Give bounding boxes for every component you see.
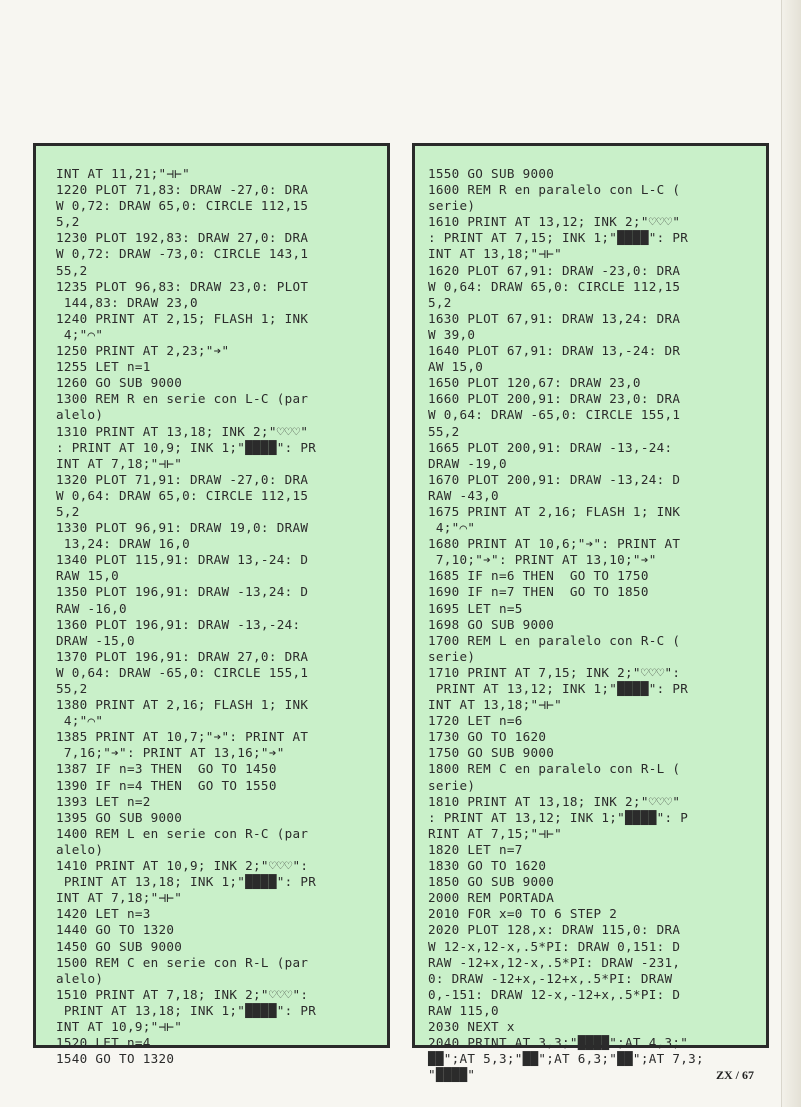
code-line: 1720 LET n=6 (428, 713, 523, 729)
code-line: 2010 FOR x=0 TO 6 STEP 2 (428, 906, 618, 922)
code-line: 1500 REM C en serie con R-L (par (56, 954, 309, 970)
code-line: INT AT 11,21;"⊣⊢" (56, 166, 190, 181)
code-line: W 0,64: DRAW -65,0: CIRCLE 155,1 (428, 407, 681, 423)
code-line: 1520 LET n=4 (56, 1035, 151, 1051)
code-line: INT AT 13,18;"⊣⊢" (428, 697, 562, 713)
code-line: 5,2 (56, 503, 80, 519)
code-line: 1700 REM L en paralelo con R-C ( (428, 632, 681, 648)
code-line: 1385 PRINT AT 10,7;"➔": PRINT AT (56, 729, 309, 745)
code-line: 1395 GO SUB 9000 (56, 809, 183, 825)
code-line: 55,2 (56, 262, 88, 278)
code-line: : PRINT AT 10,9; INK 1;"████": PR (56, 439, 317, 455)
code-line: W 0,72: DRAW -73,0: CIRCLE 143,1 (56, 246, 309, 262)
code-line: 1650 PLOT 120,67: DRAW 23,0 (428, 375, 641, 391)
code-line: 1370 PLOT 196,91: DRAW 27,0: DRA (56, 648, 309, 664)
code-line: 1698 GO SUB 9000 (428, 616, 555, 632)
code-line: 2040 PRINT AT 3,3;"████";AT 4,3;" (428, 1035, 689, 1051)
code-line: 2000 REM PORTADA (428, 890, 555, 906)
code-line: 7,10;"➔": PRINT AT 13,10;"➔" (428, 552, 657, 568)
code-line: 1600 REM R en paralelo con L-C ( (428, 182, 681, 198)
code-line: 1685 IF n=6 THEN GO TO 1750 (428, 568, 649, 584)
code-line: 1240 PRINT AT 2,15; FLASH 1; INK (56, 310, 309, 326)
code-line: RINT AT 7,15;"⊣⊢" (428, 825, 562, 841)
code-line: 1230 PLOT 192,83: DRAW 27,0: DRA (56, 230, 309, 246)
code-line: 55,2 (56, 681, 88, 696)
code-line: INT AT 7,18;"⊣⊢" (56, 455, 183, 471)
code-line: 1420 LET n=3 (56, 906, 151, 922)
code-line: W 0,64: DRAW -65,0: CIRCLE 155,1 (56, 664, 309, 680)
code-line: 4;"⌒" (56, 713, 104, 729)
code-line: 1680 PRINT AT 10,6;"➔": PRINT AT (428, 536, 681, 552)
code-line: 1393 LET n=2 (56, 793, 151, 809)
code-line: PRINT AT 13,12; INK 1;"████": PR (428, 681, 689, 696)
code-line: "████" (428, 1067, 476, 1083)
code-line: 1260 GO SUB 9000 (56, 375, 183, 391)
code-line: 1820 LET n=7 (428, 841, 523, 857)
code-line: 1387 IF n=3 THEN GO TO 1450 (56, 761, 277, 777)
code-line: 1235 PLOT 96,83: DRAW 23,0: PLOT (56, 278, 309, 294)
code-line: 1620 PLOT 67,91: DRAW -23,0: DRA (428, 262, 681, 278)
code-line: serie) (428, 648, 476, 664)
code-line: W 0,64: DRAW 65,0: CIRCLE 112,15 (56, 487, 309, 503)
code-line: 1750 GO SUB 9000 (428, 745, 555, 761)
code-line: 1610 PRINT AT 13,12; INK 2;"♡♡♡" (428, 214, 681, 230)
code-line: INT AT 13,18;"⊣⊢" (428, 246, 562, 262)
code-line: 1850 GO SUB 9000 (428, 874, 555, 890)
code-line: alelo) (56, 970, 104, 986)
code-line: RAW -16,0 (56, 600, 127, 616)
code-line: 1255 LET n=1 (56, 359, 151, 375)
code-line: RAW 115,0 (428, 1002, 499, 1018)
code-line: W 0,64: DRAW 65,0: CIRCLE 112,15 (428, 278, 681, 294)
code-line: 1450 GO SUB 9000 (56, 938, 183, 954)
code-line: 1320 PLOT 71,91: DRAW -27,0: DRA (56, 471, 309, 487)
code-line: 1640 PLOT 67,91: DRAW 13,-24: DR (428, 343, 681, 359)
code-line: 13,24: DRAW 16,0 (56, 536, 190, 552)
code-line: RAW 15,0 (56, 568, 120, 584)
code-line: 1830 GO TO 1620 (428, 858, 547, 874)
code-line: serie) (428, 777, 476, 793)
code-line: 1810 PRINT AT 13,18; INK 2;"♡♡♡" (428, 793, 681, 809)
code-line: 2030 NEXT x (428, 1018, 515, 1034)
code-line: 1400 REM L en serie con R-C (par (56, 825, 309, 841)
code-listing-right (428, 166, 758, 1083)
code-line: RAW -43,0 (428, 487, 499, 503)
code-line: 5,2 (56, 214, 80, 230)
code-line: DRAW -15,0 (56, 632, 135, 648)
code-line: 1350 PLOT 196,91: DRAW -13,24: D (56, 584, 309, 600)
code-line: ██";AT 5,3;"██";AT 6,3;"██";AT 7,3; (428, 1051, 704, 1067)
code-line: 5,2 (428, 294, 452, 310)
code-line: 1250 PRINT AT 2,23;"➔" (56, 343, 230, 359)
code-line: 1670 PLOT 200,91: DRAW -13,24: D (428, 471, 681, 487)
code-line: serie) (428, 198, 476, 214)
code-line: 1730 GO TO 1620 (428, 729, 547, 745)
code-line: 1380 PRINT AT 2,16; FLASH 1; INK (56, 697, 309, 713)
code-line: 1410 PRINT AT 10,9; INK 2;"♡♡♡": (56, 858, 309, 874)
code-line: 1310 PRINT AT 13,18; INK 2;"♡♡♡" (56, 423, 309, 439)
code-line: 1695 LET n=5 (428, 600, 523, 616)
code-line: 4;"⌒" (56, 326, 104, 342)
code-line: : PRINT AT 7,15; INK 1;"████": PR (428, 230, 689, 246)
code-line: 0,-151: DRAW 12-x,-12+x,.5*PI: D (428, 986, 681, 1002)
code-line: 0: DRAW -12+x,-12+x,.5*PI: DRAW (428, 970, 673, 986)
code-line: 1540 GO TO 1320 (56, 1051, 175, 1067)
code-line: 1510 PRINT AT 7,18; INK 2;"♡♡♡": (56, 986, 309, 1002)
code-line: 144,83: DRAW 23,0 (56, 294, 198, 310)
code-line: 7,16;"➔": PRINT AT 13,16;"➔" (56, 745, 285, 761)
code-line: INT AT 10,9;"⊣⊢" (56, 1018, 183, 1034)
listing-panel-left (33, 143, 390, 1067)
page-number: ZX / 67 (716, 1068, 755, 1082)
code-line: alelo) (56, 407, 104, 423)
code-line: 1360 PLOT 196,91: DRAW -13,-24: (56, 616, 301, 632)
code-line: 1630 PLOT 67,91: DRAW 13,24: DRA (428, 310, 681, 326)
code-line: W 0,72: DRAW 65,0: CIRCLE 112,15 (56, 198, 309, 214)
code-line: 2020 PLOT 128,x: DRAW 115,0: DRA (428, 922, 681, 938)
code-line: 1220 PLOT 71,83: DRAW -27,0: DRA (56, 182, 309, 198)
code-line: 1300 REM R en serie con L-C (par (56, 391, 309, 407)
code-line: 1440 GO TO 1320 (56, 922, 175, 938)
code-line: 1675 PRINT AT 2,16; FLASH 1; INK (428, 503, 681, 519)
code-line: 4;"⌒" (428, 520, 476, 536)
code-line: PRINT AT 13,18; INK 1;"████": PR (56, 1002, 317, 1018)
code-line: 1710 PRINT AT 7,15; INK 2;"♡♡♡": (428, 664, 681, 680)
code-line: 1660 PLOT 200,91: DRAW 23,0: DRA (428, 391, 681, 407)
page-edge-shadow (781, 0, 801, 1107)
code-line: INT AT 7,18;"⊣⊢" (56, 890, 183, 906)
code-line: alelo) (56, 841, 104, 857)
code-line: PRINT AT 13,18; INK 1;"████": PR (56, 874, 317, 890)
code-line: 1390 IF n=4 THEN GO TO 1550 (56, 777, 277, 793)
code-line: 1550 GO SUB 9000 (428, 166, 555, 181)
code-line: AW 15,0 (428, 359, 484, 375)
code-line: RAW -12+x,12-x,.5*PI: DRAW -231, (428, 954, 681, 970)
code-line: W 39,0 (428, 326, 476, 342)
code-line: : PRINT AT 13,12; INK 1;"████": P (428, 809, 689, 825)
code-line: 1330 PLOT 96,91: DRAW 19,0: DRAW (56, 520, 309, 536)
code-line: 1690 IF n=7 THEN GO TO 1850 (428, 584, 649, 600)
code-line: DRAW -19,0 (428, 455, 507, 471)
code-line: 1800 REM C en paralelo con R-L ( (428, 761, 681, 777)
code-line: W 12-x,12-x,.5*PI: DRAW 0,151: D (428, 938, 681, 954)
code-line: 1340 PLOT 115,91: DRAW 13,-24: D (56, 552, 309, 568)
code-line: 55,2 (428, 423, 460, 439)
code-listing-left (56, 166, 379, 1067)
code-line: 1665 PLOT 200,91: DRAW -13,-24: (428, 439, 673, 455)
